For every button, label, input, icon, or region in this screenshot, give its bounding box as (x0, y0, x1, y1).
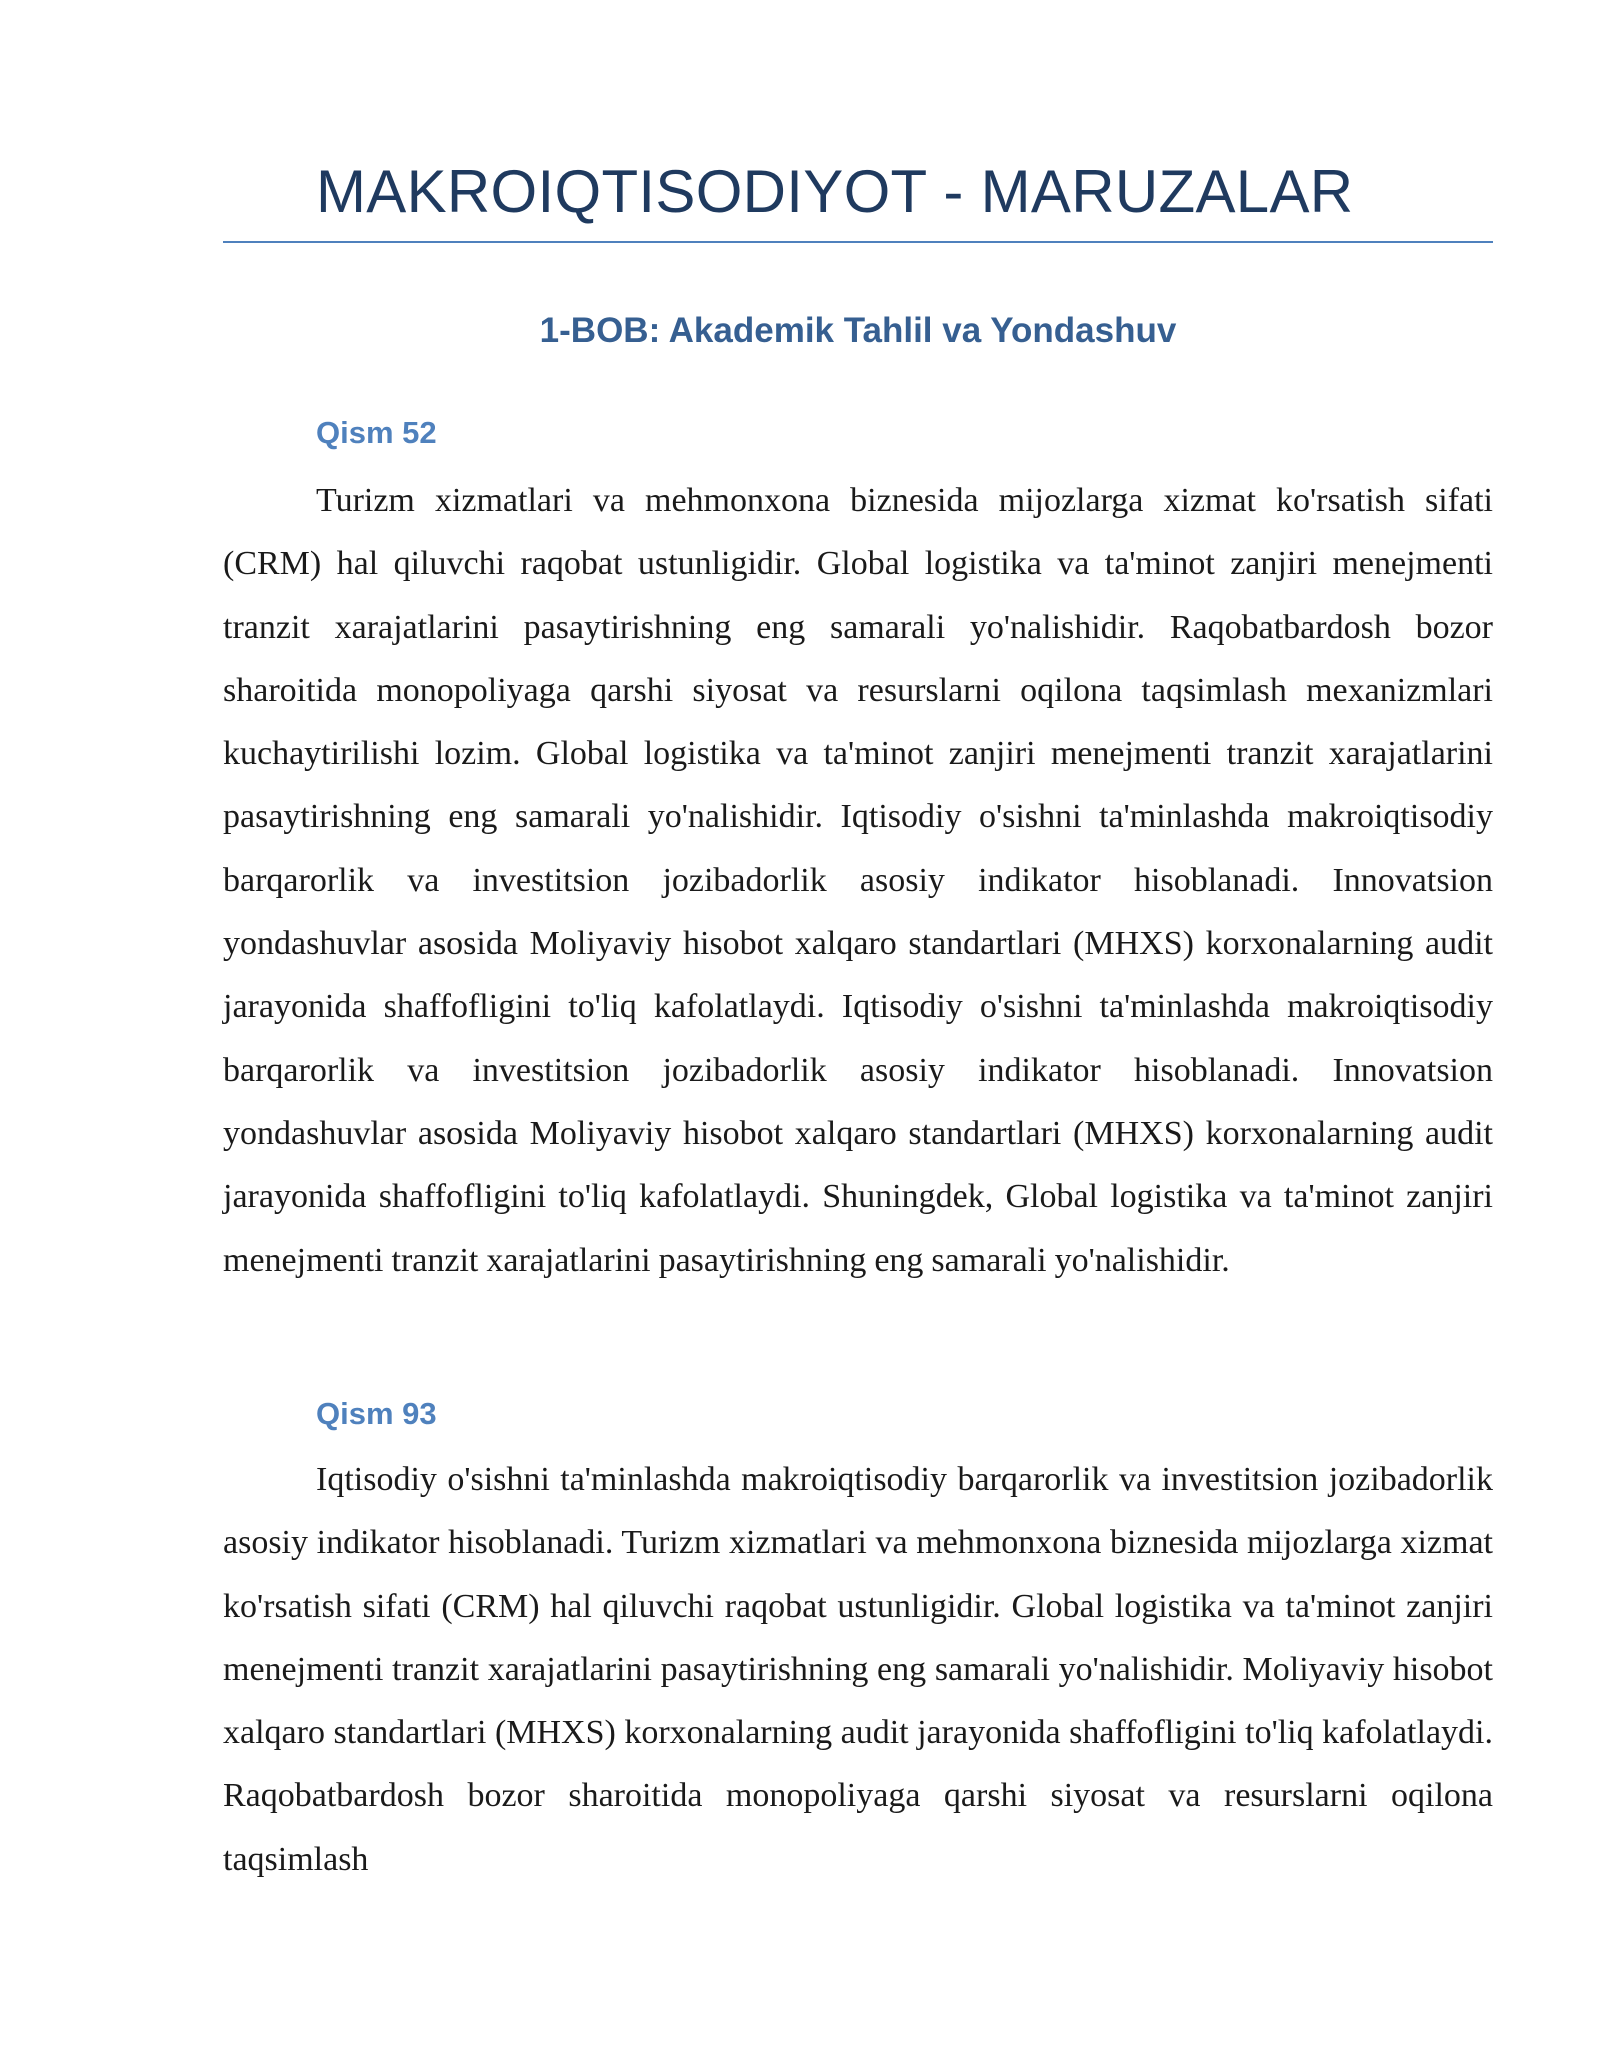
section-paragraph: Iqtisodiy o'sishni ta'minlashda makroiqtisodiy barqarorlik va investitsion jozibadorlik asosiy indikator hisoblanadi. Turizm xizmatlari va mehmonxona biznesida mijozlarga xizmat ko'rsatish sifati (CRM) hal qiluvchi raqobat ustunligidir. Global logistika va ta'minot zanjiri menejmenti tranzit xarajatlarini pasaytirishning eng samarali yo'nalishidir. Moliyaviy hisobot xalqaro standartlari (MHXS) korxonalarning audit jarayonida shaffofligini to'liq kafolatlaydi. Raqobatbardosh bozor sharoitida monopoliyaga qarshi siyosat va resurslarni oqilona taqsimlash (223, 1461, 1493, 1878)
chapter-title: 1-BOB: Akademik Tahlil va Yondashuv (539, 311, 1177, 350)
section-heading: Qism 93 (316, 1396, 437, 1431)
document-title: MAKROIQTISODIYOT - MARUZALAR (316, 158, 1354, 225)
title-underline (223, 241, 1493, 243)
section-heading: Qism 52 (316, 415, 437, 450)
section-paragraph: Turizm xizmatlari va mehmonxona biznesida mijozlarga xizmat ko'rsatish sifati (CRM) hal qiluvchi raqobat ustunligidir. Global logistika va ta'minot zanjiri menejmenti tranzit xarajatlarini pasaytirishning eng samarali yo'nalishidir. Raqobatbardosh bozor sharoitida monopoliyaga qarshi siyosat va resurslarni oqilona taqsimlash mexanizmlari kuchaytirilishi lozim. Global logistika va ta'minot zanjiri menejmenti tranzit xarajatlarini pasaytirishning eng samarali yo'nalishidir. Iqtisodiy o'sishni ta'minlashda makroiqtisodiy barqarorlik va investitsion jozibadorlik asosiy indikator hisoblanadi. Innovatsion yondashuvlar asosida Moliyaviy hisobot xalqaro standartlari (MHXS) korxonalarning audit jarayonida shaffofligini to'liq kafolatlaydi. Iqtisodiy o'sishni ta'minlashda makroiqtisodiy barqarorlik va investitsion jozibadorlik asosiy indikator hisoblanadi. Innovatsion yondashuvlar asosida Moliyaviy hisobot xalqaro standartlari (MHXS) korxonalarning audit jarayonida shaffofligini to'liq kafolatlaydi. Shuningdek, Global logistika va ta'minot zanjiri menejmenti tranzit xarajatlarini pasaytirishning eng samarali yo'nalishidir. (223, 482, 1493, 1279)
